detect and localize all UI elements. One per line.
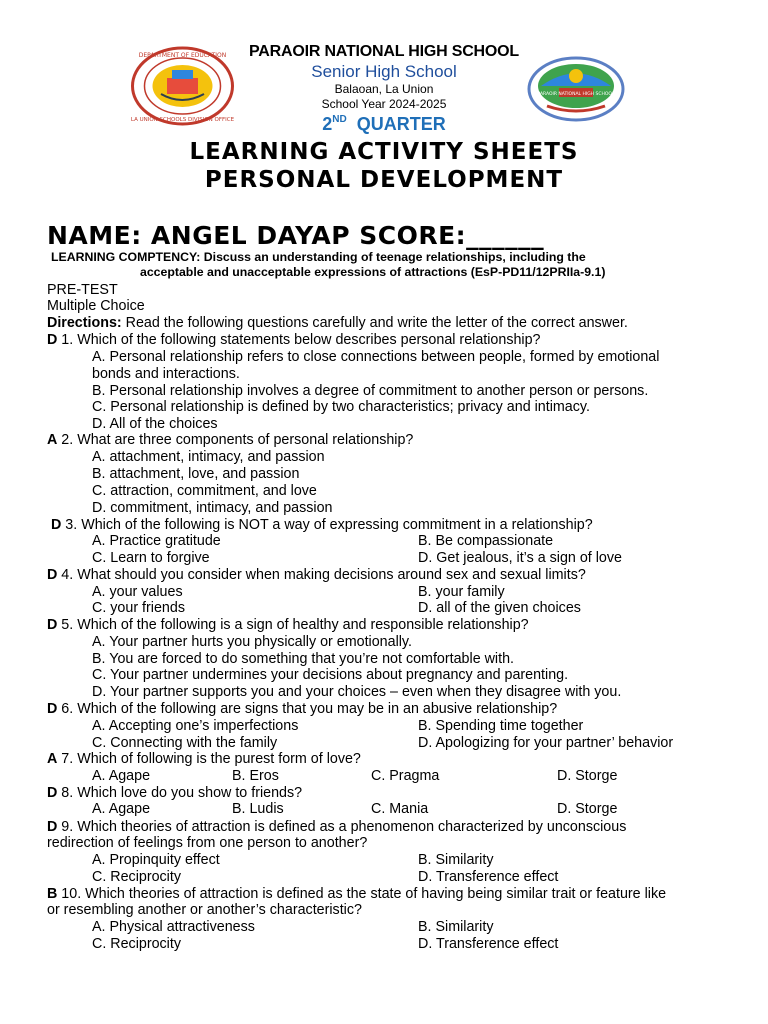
choice: D. Storge — [557, 768, 618, 784]
choice: D. Transference effect — [418, 869, 559, 885]
choice: D. Get jealous, it’s a sign of love — [418, 550, 622, 566]
choice: A. Agape — [92, 801, 151, 817]
deped-seal-lettering: DEPARTMENT OF EDUCATION — [138, 52, 227, 59]
school-year: School Year 2024-2025 — [321, 97, 447, 111]
choice: C. Reciprocity — [92, 869, 181, 885]
choice: A. attachment, intimacy, and passion — [92, 449, 325, 465]
answer: D — [47, 617, 58, 633]
question-4: D 4. What should you consider when making decisions around sex and sexual limits? — [47, 567, 586, 583]
choice: D. All of the choices — [92, 416, 218, 432]
svg-text:PARAOIR NATIONAL HIGH SCHOOL: PARAOIR NATIONAL HIGH SCHOOL — [537, 92, 615, 97]
choice: B. attachment, love, and passion — [92, 466, 300, 482]
answer: A — [47, 751, 58, 767]
choice: D. commitment, intimacy, and passion — [92, 500, 333, 516]
choice: D. Apologizing for your partner’ behavior — [418, 735, 674, 751]
choice: D. Transference effect — [418, 936, 559, 952]
choice: A. Accepting one’s imperfections — [92, 718, 299, 734]
choice: C. Connecting with the family — [92, 735, 278, 751]
choice: B. your family — [418, 584, 505, 600]
choice: C. attraction, commitment, and love — [92, 483, 317, 499]
choice: B. Eros — [232, 768, 279, 784]
department-name: Senior High School — [311, 62, 457, 81]
answer: D — [51, 517, 62, 533]
school-name: PARAOIR NATIONAL HIGH SCHOOL — [249, 43, 519, 60]
choice: B. You are forced to do something that you’re not comfortable with. — [92, 651, 515, 667]
question-9-continued: redirection of feelings from one person to another? — [47, 835, 368, 851]
sheet-title: LEARNING ACTIVITY SHEETS — [189, 139, 579, 165]
choice: B. Ludis — [232, 801, 284, 817]
choice: D. all of the given choices — [418, 600, 581, 616]
quarter-label: 2ND QUARTER — [322, 114, 446, 134]
choice: A. Personal relationship refers to close connections between people, formed by emotional — [92, 349, 660, 365]
answer: D — [47, 701, 58, 717]
choice: C. Mania — [371, 801, 429, 817]
test-type: Multiple Choice — [47, 298, 145, 314]
answer: D — [47, 332, 58, 348]
answer: D — [47, 785, 58, 801]
school-address: Balaoan, La Union — [334, 82, 434, 96]
student-name-score-line: NAME: ANGEL DAYAP SCORE:______ — [47, 221, 545, 250]
question-2: A 2. What are three components of personal relationship? — [47, 432, 414, 448]
choice: A. Practice gratitude — [92, 533, 221, 549]
question-9: D 9. Which theories of attraction is defined as a phenomenon characterized by unconscious — [47, 819, 627, 835]
question-10: B 10. Which theories of attraction is defined as the state of having being similar trait or feature like — [47, 886, 667, 902]
choice: A. Physical attractiveness — [92, 919, 255, 935]
choice: D. Your partner supports you and your choices – even when they disagree with you. — [92, 684, 622, 700]
answer: D — [47, 567, 58, 583]
competency-line-1: LEARNING COMPTENCY: Discuss an understanding of teenage relationships, including the — [51, 250, 586, 264]
choice: A. your values — [92, 584, 183, 600]
directions: Directions: Read the following questions carefully and write the letter of the correct answer. — [47, 315, 628, 331]
answer: B — [47, 886, 58, 902]
competency-line-2: acceptable and unacceptable expressions of attractions (EsP-PD11/12PRIIa-9.1) — [140, 265, 606, 279]
question-10-continued: or resembling another or another’s characteristic? — [47, 902, 362, 918]
choice: B. Similarity — [418, 919, 494, 935]
choice: B. Personal relationship involves a degree of commitment to another person or persons. — [92, 383, 649, 399]
choice: A. Your partner hurts you physically or emotionally. — [92, 634, 412, 650]
question-3: D 3. Which of the following is NOT a way of expressing commitment in a relationship? — [51, 517, 593, 533]
question-5: D 5. Which of the following is a sign of healthy and responsible relationship? — [47, 617, 529, 633]
choice: C. Your partner undermines your decisions about pregnancy and parenting. — [92, 667, 569, 683]
choice: B. Spending time together — [418, 718, 584, 734]
choice: C. Learn to forgive — [92, 550, 210, 566]
choice: A. Agape — [92, 768, 151, 784]
pretest-label: PRE-TEST — [47, 282, 118, 298]
choice: C. your friends — [92, 600, 185, 616]
choice: bonds and interactions. — [92, 366, 240, 382]
subject-title: PERSONAL DEVELOPMENT — [204, 167, 564, 193]
choice: D. Storge — [557, 801, 618, 817]
choice: C. Personal relationship is defined by two characteristics; privacy and intimacy. — [92, 399, 590, 415]
choice: C. Pragma — [371, 768, 440, 784]
choice: B. Be compassionate — [418, 533, 554, 549]
choice: C. Reciprocity — [92, 936, 181, 952]
answer: A — [47, 432, 58, 448]
question-6: D 6. Which of the following are signs that you may be in an abusive relationship? — [47, 701, 558, 717]
choice: B. Similarity — [418, 852, 494, 868]
question-8: D 8. Which love do you show to friends? — [47, 785, 303, 801]
question-1: D 1. Which of the following statements below describes personal relationship? — [47, 332, 541, 348]
svg-text:LA UNION SCHOOLS DIVISION OFFI: LA UNION SCHOOLS DIVISION OFFICE — [131, 117, 234, 123]
question-7: A 7. Which of following is the purest form of love? — [47, 751, 361, 767]
answer: D — [47, 819, 58, 835]
choice: A. Propinquity effect — [92, 852, 220, 868]
